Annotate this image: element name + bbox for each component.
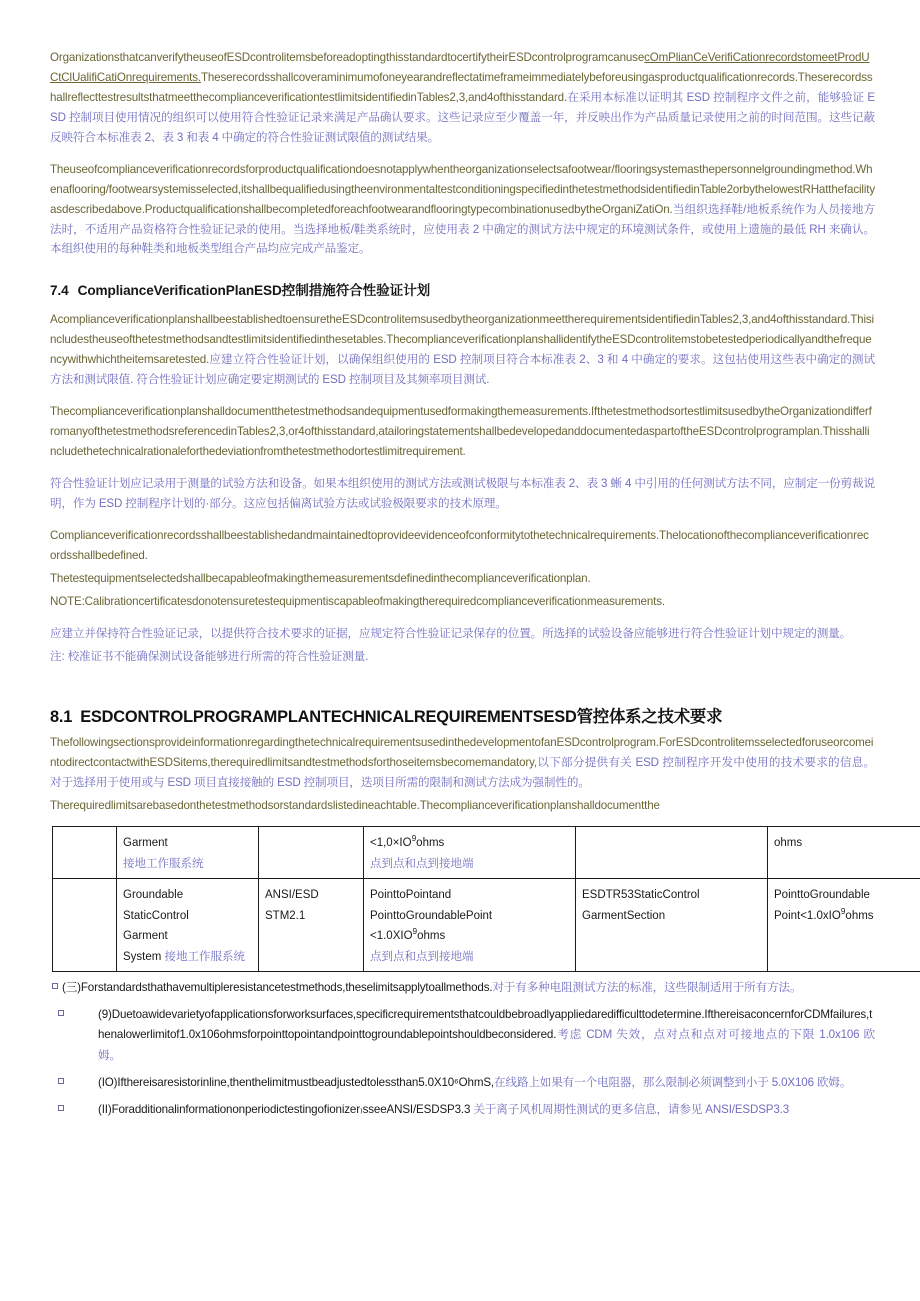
paragraph-text-en: Thecomplianceverificationplanshalldocumentthetestmethodsandequipmentusedformakingthemeasurements.IfthetestmethodsortestlimitsusedbytheOrganizationdifferfromanyofthetestmethodsreferencedinTables2,3,or4ofthisstandard,atailoringstatementshallbedevelopedanddocumentedaspartoftheESDcontrolprogramplan.Thisshallincludethetechnicalrationaleforthedeviationfromthetestmethodortestlimitrequirement.	[50, 405, 872, 458]
table-cell-test-method	[259, 827, 364, 879]
cell-text-en: $<1,0\times IO^9ohms$	[370, 834, 445, 850]
footnote-item-2	[50, 1005, 875, 1066]
cell-text-en-4-with-zh	[123, 947, 253, 967]
paragraph-text-en-a: OrganizationsthatcanverifytheuseofESDcontrolitemsbeforeadoptingthisstandardtocertifytheirESDcontrolprogramcanuse	[50, 51, 645, 64]
paragraph-7-4-6-note	[50, 592, 875, 612]
table-cell-item-name	[117, 827, 259, 879]
paragraph-text-zh: 以下部分提供有关 ESD 控制程序开发中使用的技术要求的信息。对于选择用于使用或与 ESD 项目直接接触的 ESD 控制项目，迭项目所需的限制和测试方法成为强制性的。	[50, 756, 875, 790]
section-number: 7.4	[50, 283, 69, 299]
cell-text-en-4: System	[123, 950, 162, 963]
paragraph-7-4-4	[50, 526, 875, 566]
cell-text-line-2: GarmentSection	[582, 909, 666, 922]
paragraph-7-4-5	[50, 569, 875, 589]
table-cell-item-number	[53, 827, 117, 879]
cell-text-en-2: StaticControl	[123, 909, 189, 922]
table-cell-reference	[576, 879, 768, 972]
footnote-item-3	[50, 1073, 875, 1093]
table-row	[53, 879, 920, 972]
paragraph-text-zh: 当组织选择鞋/地板系统作为人员接地方法时，不适用产品资格符合性验证记录的使用。当选择地板/鞋类系统时，应使用表 2 中确定的测试方法中规定的环境测试条件，或使用上遗施的最低 RH 来确认。本组织使用的每种鞋类和地板类型组合产品均应完成产品鉴定。	[50, 202, 875, 256]
cell-text-zh: 接地工作服系统	[123, 857, 204, 870]
paragraph-organizations	[50, 48, 875, 148]
paragraph-text-en: Thetestequipmentselectedshallbecapableofmakingthemeasurementsdefinedinthecomplianceverificationplan.	[50, 571, 591, 585]
cell-text-en: Garment	[123, 837, 168, 850]
cell-text-en-3: Garment	[123, 930, 168, 943]
table-cell-reference	[576, 827, 768, 879]
section-title-en: ComplianceVerificationPlanESD	[77, 283, 282, 299]
esd-requirements-table	[52, 826, 920, 972]
section-title-zh: 控制措施符合性验证计划	[281, 283, 431, 299]
footnote-text-zh: 关于离子风机周期性测试的更多信息，请参见 ANSI/ESDSP3.3	[473, 1102, 790, 1116]
cell-text-en-1: PointtoPointand	[370, 889, 452, 902]
table-body	[53, 827, 920, 972]
footnote-text-zh: 考虑 CDM 失效，点对点和点对可接地点的下限 1.0x106 欧姆。	[98, 1028, 875, 1062]
paragraph-text-en: AcomplianceverificationplanshallbeestablishedtoensuretheESDcontrolitemsusedbytheorganizationmeettherequirementsidentifiedinTables2,3,and4ofthisstandard.Thisincludestheuseofthetestmethodsandtestlimitsidentifiedinthesetables.ThecomplianceverificationplanshallidentifytheESDcontrolitemstobetestedperiodicallyandthefrequencywithwhichtheitemsaretested.	[50, 313, 874, 367]
table-row	[53, 827, 920, 879]
paragraph-text-en: Therequiredlimitsarebasedonthetestmethodsorstandardslistedineachtable.Thecomplianceverificationplanshalldocumentthe	[50, 799, 660, 813]
paragraph-7-4-7	[50, 624, 875, 644]
cell-text-zh: 点到点和点到接地端	[370, 857, 474, 870]
footnote-marker: (9)	[98, 1008, 112, 1022]
section-heading-7-4	[50, 279, 875, 299]
paragraph-8-1-1	[50, 733, 875, 793]
paragraph-7-4-2	[50, 402, 875, 462]
cell-text-line-1: ESDTR53StaticControl	[582, 889, 700, 902]
square-bullet-icon	[58, 1105, 64, 1111]
paragraph-text-en-b: Theserecordsshallcoveraminimumofoneyearandreflectatimeframeimmediatelybeforeusingasproductqualificationrecords.TheserecordsshallreflecttestresultsthatmeetthecomplianceverificationtestlimitsidentifiedinTables2,3,and4ofthisstandard.	[50, 70, 873, 104]
table-cell-item-number	[53, 879, 117, 972]
footnote-text-en: Foradditionalinformationonperiodictestingofionizer₎sseeANSI/ESDSP3.3	[111, 1102, 471, 1116]
paragraph-text-zh: 应建立并保持符合性验证记录，以提供符合技术要求的证据，应规定符合性验证记录保存的位置。所选择的试验设备应能够进行符合性验证计划中规定的测量。	[50, 626, 852, 640]
section-heading-8-1	[50, 703, 875, 727]
cell-text-en-2: Point<1.0xIO$^9$ohms	[774, 906, 874, 922]
cell-text-en-1: Groundable	[123, 889, 184, 902]
paragraph-text-en: Theuseofcomplianceverificationrecordsforproductqualificationdoesnotapplywhentheorganizationselectsafootwear/flooringsystemasthepersonnelgroundingmethod.Whenaflooring/footwearsystemisselected,itshallbequalifiedusingtheenvironmentaltestconditioningspecifiedinthetestmethodsidentifiedinTable2orbythelowestRHatthefacilityasdescribedabove.ProductqualificationshallbecompletedforeachfootwearandflooringtypecombinationusedbytheOrganiZatiOn.	[50, 162, 875, 216]
section-number: 8.1	[50, 708, 73, 727]
section-title-en: ESDCONTROLPROGRAMPLANTECHNICALREQUIREMENTSESD	[80, 708, 577, 727]
paragraph-text-en: ThefollowingsectionsprovideinformationregardingthetechnicalrequirementsusedinthedevelopmentofanESDcontrolprogram.ForESDcontrolitemsselectedforuseorcomeintodirectcontactwithESDSitems,therequiredlimitsandtestmethodsforthoseitemsbecomemandatory,	[50, 736, 874, 770]
paragraph-text-zh: 应建立符合性验证计划，以确保组织使用的 ESD 控制项目符合本标准表 2、3 和 4 中确定的要求。这包拈使用这些表中确定的测试方法和测试限值. 符合性验证计划应确定要定期测试的 ESD 控制项目及其频率项目测试.	[50, 353, 875, 387]
paragraph-text-en-underlined: cOmPlianCeVerifiCationrecordstomeetProdUCtClUalifiCatiOnrequirements.	[50, 51, 870, 84]
table-cell-required-limit	[364, 827, 576, 879]
table-cell-recommended-range	[768, 827, 920, 879]
square-bullet-icon	[52, 983, 58, 989]
paragraph-text-zh: 注: 校准证书不能确保测试设备能够进行所需的符合性验证测量.	[50, 649, 369, 663]
footnote-text-en: Duetoawidevarietyofapplicationsforworksurfaces,specificrequirementsthatcouldbebroadlyappliedaredifficulttodetermine.IfthereisaconcernforCDMfailures,thenalowerlimitof1.0x106ohmsforpointtopointandpointtogroundablepointshouldbeconsidered.	[98, 1008, 873, 1042]
square-bullet-icon	[58, 1010, 64, 1016]
table-cell-item-name	[117, 879, 259, 972]
paragraph-7-4-3	[50, 474, 875, 514]
paragraph-text-en: NOTE:Calibrationcertificatesdonotensuretestequipmentiscapableofmakingtherequiredcomplianceverificationmeasurements.	[50, 594, 665, 608]
table-cell-recommended-range	[768, 879, 920, 972]
footnote-text-zh: 在线路上如果有一个电阻器，那么限制必须调整到小于 5.0X106 欧姆。	[494, 1075, 852, 1089]
cell-text-en-3: $<1.0XIO^9ohms$	[370, 927, 446, 943]
paragraph-7-4-1	[50, 310, 875, 390]
footnote-text-en: Ifthereisaresistorinline,thenthelimitmustbeadjustedtolessthan5.0X10⁶OhmS,	[117, 1075, 495, 1089]
footnote-list	[50, 978, 875, 1120]
footnote-marker: (II)	[98, 1102, 112, 1116]
footnote-item-1	[50, 978, 875, 998]
table-cell-required-limit	[364, 879, 576, 972]
cell-text-zh: 接地工作服系统	[164, 950, 246, 963]
square-bullet-icon	[58, 1078, 64, 1084]
footnote-text-zh: 对于有多种电阻测试方法的标准，这些限制适用于所有方法。	[492, 981, 802, 994]
footnote-marker: (三)	[62, 981, 81, 994]
table-cell-test-method	[259, 879, 364, 972]
paragraph-7-4-8-note	[50, 647, 875, 667]
paragraph-text-zh: 在采用本标准以证明其 ESD 控制程序文件之前，能够验证 ESD 控制项目使用情况的组织可以使用符合性验证记录来满足产品确认要求。这些记录应至少覆盖一年，并反映出作为产品质量记录使用之前的时间范围。这些记蔽反映符合本标准表 2、表 3 和表 4 中确定的符合性验证测试限值的测试结果。	[50, 90, 875, 144]
cell-text-zh: 点到点和点到接地端	[370, 950, 474, 963]
paragraph-footwear-flooring	[50, 160, 875, 260]
paragraph-text-en: Complianceverificationrecordsshallbeestablishedandmaintainedtoprovideevidenceofconformitytothetechnicalrequirements.Thelocationofthecomplianceverificationrecordsshallbedefined.	[50, 528, 869, 562]
footnote-text-en: Forstandardsthathavemultipleresistancetestmethods,theselimitsapplytoallmethods.	[80, 981, 493, 994]
cell-text-en-1: PointtoGroundable	[774, 889, 870, 902]
cell-text-en: ohms	[774, 837, 803, 850]
cell-text-en-2: PointtoGroundablePoint	[370, 909, 493, 922]
section-title-zh: 管控体系之技术要求	[576, 708, 723, 727]
paragraph-text-zh: 符合性验证计划应记录用于测量的试验方法和设备。如果本组织使用的测试方法或测试极限与本标准表 2、表 3 蜥 4 中引用的任何测试方法不同，应制定一份剪裁说明，作为 ESD 控制程序计划的·部分。这应包括偏离试验方法或试验极限要求的技术原理。	[50, 476, 875, 510]
paragraph-8-1-2	[50, 796, 875, 816]
cell-text-line-2: STM2.1	[265, 909, 306, 922]
footnote-marker: (IO)	[98, 1075, 118, 1089]
cell-text-line-1: ANSI/ESD	[265, 889, 319, 902]
footnote-item-4	[50, 1100, 875, 1120]
